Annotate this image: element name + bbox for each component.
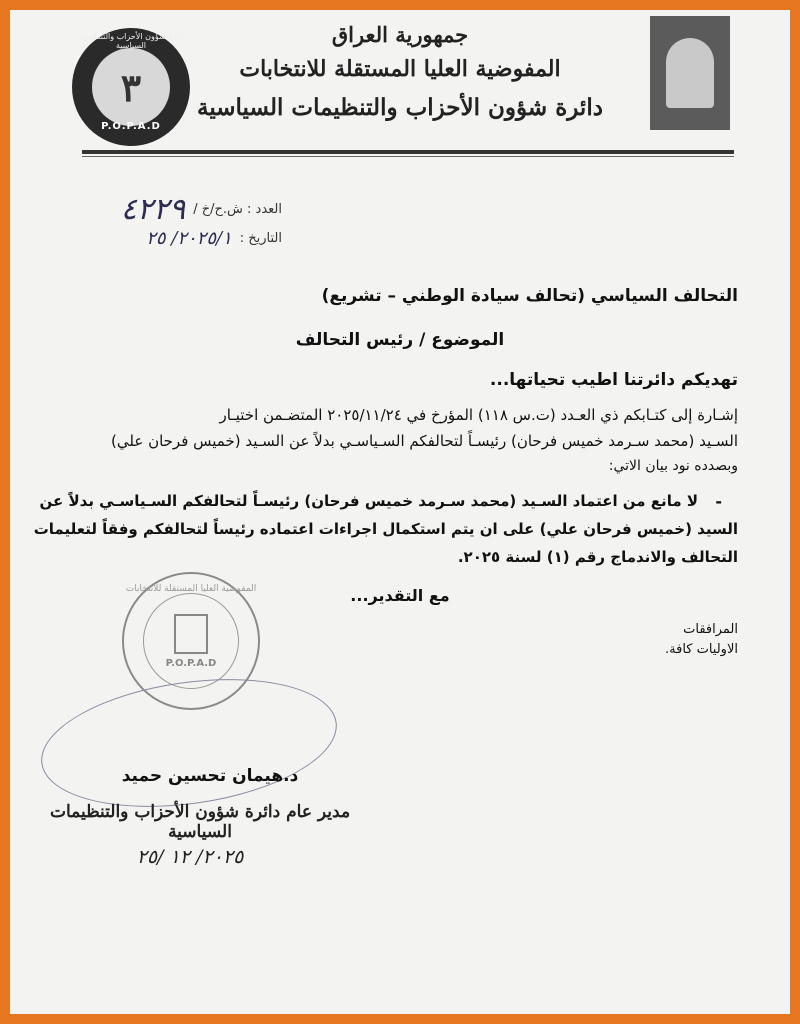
popad-logo-emblem: ٣	[92, 48, 170, 126]
reference-number-label: العدد : ش.ح/خ /	[193, 202, 282, 217]
reference-date-label: التاريخ :	[239, 231, 282, 246]
addressee: التحالف السياسي (تحالف سيادة الوطني – تشريع)	[321, 286, 738, 306]
header-commission: المفوضية العليا المستقلة للانتخابات	[239, 56, 561, 82]
popad-logo-ring-text: دائرة شؤون الأحزاب والتنظيمات السياسية	[77, 32, 185, 50]
attachments-label: المرافقات	[683, 622, 738, 637]
bullet-line-2: السيد (خميس فرحان علي) على ان يتم استكمال اجراءات اعتماده رئيساً لتحالفكم وفقاً لتعليمات	[33, 520, 738, 538]
paragraph-line-1: إشـارة إلى كتـابكم ذي العـدد (ت.س ١١٨) المؤرخ في ٢٠٢٥/١١/٢٤ المتضـمن اختيـار	[219, 406, 738, 424]
official-stamp-ring-text: المفوضية العليا المستقلة للانتخابات	[125, 584, 257, 594]
document-page	[10, 10, 790, 1014]
official-stamp-label: P.O.P.A.D	[165, 657, 217, 669]
signatory-title-wrap	[30, 802, 370, 842]
bullet-line-1: لا مانع من اعتماد السـيد (محمد سـرمد خميس فرحان) رئيسـاً لتحالفكم السـياسـي بدلاً عن	[39, 492, 698, 510]
bullet-line-3: التحالف والاندماج رقم (١) لسنة ٢٠٢٥.	[457, 548, 738, 566]
subject: الموضوع / رئيس التحالف	[295, 330, 505, 350]
bullet-marker: -	[715, 492, 722, 511]
attachments-cc: الاوليات كافة.	[665, 642, 738, 657]
signature-stroke	[33, 662, 345, 824]
header-rule	[82, 150, 734, 154]
reference-number	[66, 192, 282, 227]
popad-logo-label: P.O.P.A.D	[101, 121, 161, 132]
signature-date: ٢٠٢٥/ ١٢ /٢٥	[136, 846, 244, 868]
reference-number-value: ٤٢٢٩	[120, 192, 186, 227]
header-rule-thin	[82, 156, 734, 157]
signatory-title: مدير عام دائرة شؤون الأحزاب والتنظيمات السياسية	[49, 802, 351, 842]
signature-date-wrap	[50, 846, 330, 868]
paragraph-line-3: وبصدده نود بيان الاتي:	[608, 458, 738, 474]
signatory-name: د.هيمان تحسين حميد	[121, 766, 299, 786]
header-department: دائرة شؤون الأحزاب والتنظيمات السياسية	[197, 94, 603, 121]
paragraph-line-2: السـيد (محمد سـرمد خميس فرحان) رئيسـاً لتحالفكم السـياسـي بدلاً عن السـيد (خميس فرحان علي)	[111, 432, 738, 450]
greeting: تهديكم دائرتنا اطيب تحياتها...	[489, 370, 738, 390]
reference-date-value: ٢٠٢٥/١/ ٢٥	[146, 228, 232, 249]
header-country: جمهورية العراق	[331, 22, 469, 47]
official-stamp-inner	[143, 593, 239, 689]
official-stamp-emblem	[174, 614, 208, 654]
closing: مع التقدير...	[350, 586, 450, 605]
reference-date	[66, 228, 282, 249]
signatory-name-wrap	[50, 766, 370, 786]
